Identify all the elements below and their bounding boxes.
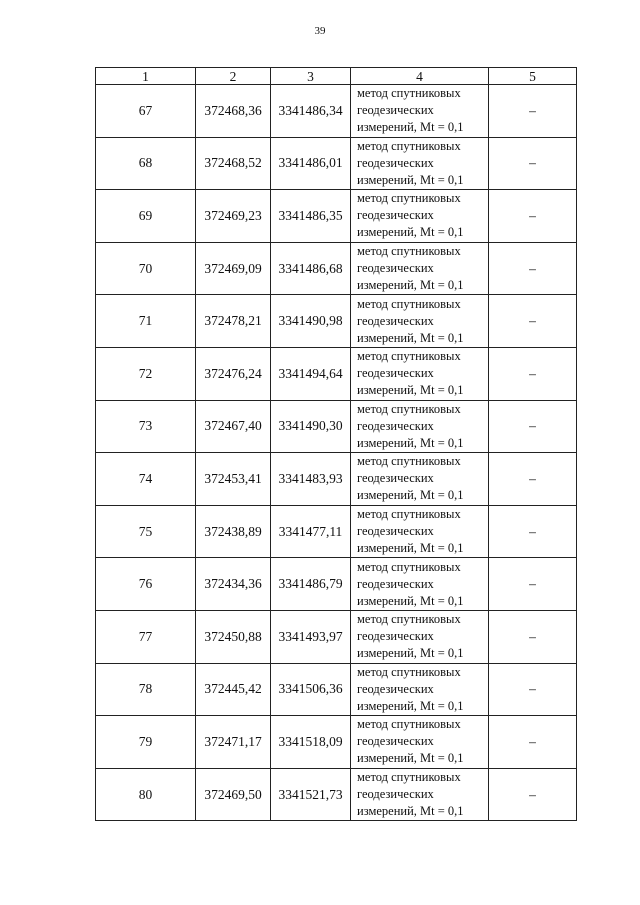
column-5-cell: – [489, 347, 577, 400]
column-header-5: 5 [489, 68, 577, 85]
column-5-cell: – [489, 295, 577, 348]
method-text-line: метод спутниковых [357, 86, 461, 101]
table-row [96, 505, 577, 558]
point-number-cell: 74 [96, 453, 196, 506]
x-coordinate-cell: 372469,23 [196, 190, 271, 243]
table-row [96, 190, 577, 243]
table-row [96, 768, 577, 821]
method-text-line: метод спутниковых [357, 244, 461, 259]
x-coordinate-cell: 372476,24 [196, 347, 271, 400]
method-cell [351, 400, 489, 453]
point-number-cell: 80 [96, 768, 196, 821]
point-number-cell: 76 [96, 558, 196, 611]
column-header-3: 3 [271, 68, 351, 85]
method-text-line: измерений, Mt = 0,1 [357, 698, 464, 713]
method-cell [351, 716, 489, 769]
table-row [96, 558, 577, 611]
method-text-line: геодезических [357, 103, 434, 118]
method-text-line: измерений, Mt = 0,1 [357, 330, 464, 345]
page-number: 39 [314, 25, 326, 37]
point-number-cell: 67 [96, 85, 196, 138]
method-text-line: метод спутниковых [357, 612, 461, 627]
y-coordinate-cell: 3341477,11 [271, 505, 351, 558]
method-text-line: метод спутниковых [357, 770, 461, 785]
y-coordinate-cell: 3341490,30 [271, 400, 351, 453]
method-text-line: метод спутниковых [357, 138, 461, 153]
column-header-2: 2 [196, 68, 271, 85]
point-number-cell: 71 [96, 295, 196, 348]
method-text-line: измерений, Mt = 0,1 [357, 383, 464, 398]
point-number-cell: 78 [96, 663, 196, 716]
method-cell [351, 558, 489, 611]
method-text-line: измерений, Mt = 0,1 [357, 593, 464, 608]
point-number-cell: 69 [96, 190, 196, 243]
column-5-cell: – [489, 190, 577, 243]
method-text-line: метод спутниковых [357, 454, 461, 469]
point-number-cell: 75 [96, 505, 196, 558]
x-coordinate-cell: 372471,17 [196, 716, 271, 769]
column-5-cell: – [489, 505, 577, 558]
table-row [96, 137, 577, 190]
method-cell [351, 295, 489, 348]
method-text-line: измерений, Mt = 0,1 [357, 541, 464, 556]
method-cell [351, 242, 489, 295]
method-cell [351, 663, 489, 716]
method-text-line: метод спутниковых [357, 664, 461, 679]
method-text-line: геодезических [357, 366, 434, 381]
coordinates-table [95, 67, 577, 821]
method-cell [351, 347, 489, 400]
table-body [96, 85, 577, 821]
method-cell [351, 768, 489, 821]
method-text-line: метод спутниковых [357, 191, 461, 206]
table-row [96, 295, 577, 348]
method-text-line: измерений, Mt = 0,1 [357, 225, 464, 240]
x-coordinate-cell: 372478,21 [196, 295, 271, 348]
table-row [96, 400, 577, 453]
method-text-line: измерений, Mt = 0,1 [357, 488, 464, 503]
table-row [96, 85, 577, 138]
method-text-line: геодезических [357, 155, 434, 170]
table-row [96, 610, 577, 663]
y-coordinate-cell: 3341518,09 [271, 716, 351, 769]
method-text-line: измерений, Mt = 0,1 [357, 646, 464, 661]
x-coordinate-cell: 372467,40 [196, 400, 271, 453]
method-text-line: геодезических [357, 681, 434, 696]
x-coordinate-cell: 372434,36 [196, 558, 271, 611]
y-coordinate-cell: 3341506,36 [271, 663, 351, 716]
y-coordinate-cell: 3341486,34 [271, 85, 351, 138]
column-5-cell: – [489, 663, 577, 716]
method-text-line: метод спутниковых [357, 349, 461, 364]
table-row [96, 242, 577, 295]
y-coordinate-cell: 3341521,73 [271, 768, 351, 821]
table-row [96, 663, 577, 716]
method-text-line: метод спутниковых [357, 507, 461, 522]
method-text-line: измерений, Mt = 0,1 [357, 751, 464, 766]
method-text-line: измерений, Mt = 0,1 [357, 278, 464, 293]
method-text-line: геодезических [357, 261, 434, 276]
y-coordinate-cell: 3341486,79 [271, 558, 351, 611]
method-text-line: метод спутниковых [357, 401, 461, 416]
column-5-cell: – [489, 137, 577, 190]
point-number-cell: 72 [96, 347, 196, 400]
method-text-line: метод спутниковых [357, 717, 461, 732]
method-cell [351, 505, 489, 558]
method-cell [351, 137, 489, 190]
method-text-line: геодезических [357, 471, 434, 486]
x-coordinate-cell: 372450,88 [196, 610, 271, 663]
method-cell [351, 85, 489, 138]
method-cell [351, 190, 489, 243]
y-coordinate-cell: 3341486,01 [271, 137, 351, 190]
x-coordinate-cell: 372468,36 [196, 85, 271, 138]
point-number-cell: 77 [96, 610, 196, 663]
x-coordinate-cell: 372453,41 [196, 453, 271, 506]
column-5-cell: – [489, 716, 577, 769]
column-5-cell: – [489, 85, 577, 138]
method-text-line: измерений, Mt = 0,1 [357, 435, 464, 450]
column-5-cell: – [489, 400, 577, 453]
method-text-line: геодезических [357, 629, 434, 644]
x-coordinate-cell: 372438,89 [196, 505, 271, 558]
point-number-cell: 79 [96, 716, 196, 769]
column-header-1: 1 [96, 68, 196, 85]
point-number-cell: 73 [96, 400, 196, 453]
method-text-line: геодезических [357, 787, 434, 802]
y-coordinate-cell: 3341483,93 [271, 453, 351, 506]
method-text-line: геодезических [357, 418, 434, 433]
method-text-line: геодезических [357, 313, 434, 328]
method-cell [351, 610, 489, 663]
method-text-line: геодезических [357, 734, 434, 749]
x-coordinate-cell: 372468,52 [196, 137, 271, 190]
x-coordinate-cell: 372469,50 [196, 768, 271, 821]
x-coordinate-cell: 372469,09 [196, 242, 271, 295]
table-row [96, 347, 577, 400]
y-coordinate-cell: 3341490,98 [271, 295, 351, 348]
method-text-line: геодезических [357, 208, 434, 223]
table-row [96, 716, 577, 769]
point-number-cell: 70 [96, 242, 196, 295]
method-cell [351, 453, 489, 506]
column-5-cell: – [489, 768, 577, 821]
y-coordinate-cell: 3341486,35 [271, 190, 351, 243]
method-text-line: метод спутниковых [357, 559, 461, 574]
table-row [96, 453, 577, 506]
method-text-line: геодезических [357, 576, 434, 591]
column-5-cell: – [489, 558, 577, 611]
column-5-cell: – [489, 610, 577, 663]
column-5-cell: – [489, 242, 577, 295]
column-header-4: 4 [351, 68, 489, 85]
column-5-cell: – [489, 453, 577, 506]
point-number-cell: 68 [96, 137, 196, 190]
table-header-row [96, 68, 577, 85]
method-text-line: измерений, Mt = 0,1 [357, 172, 464, 187]
method-text-line: измерений, Mt = 0,1 [357, 804, 464, 819]
method-text-line: метод спутниковых [357, 296, 461, 311]
y-coordinate-cell: 3341493,97 [271, 610, 351, 663]
x-coordinate-cell: 372445,42 [196, 663, 271, 716]
method-text-line: измерений, Mt = 0,1 [357, 120, 464, 135]
y-coordinate-cell: 3341494,64 [271, 347, 351, 400]
method-text-line: геодезических [357, 524, 434, 539]
y-coordinate-cell: 3341486,68 [271, 242, 351, 295]
